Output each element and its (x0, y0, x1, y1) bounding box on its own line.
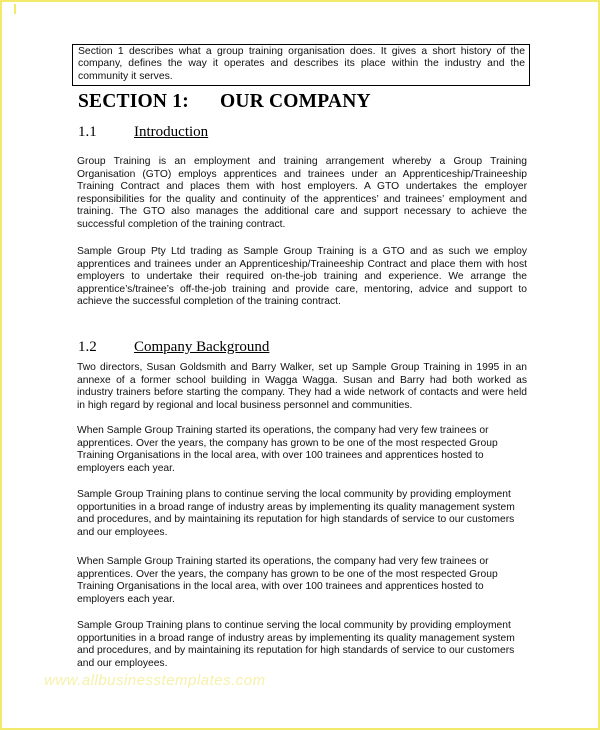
section-name: OUR COMPANY (220, 91, 371, 112)
section-number: SECTION 1: (78, 91, 189, 112)
paragraph: Two directors, Susan Goldsmith and Barry Walker, set up Sample Group Training in 1995 in an annexe of a former school building in Wagga Wagga. Susan and Barry had both worked as industry trainers before starting the company. They had a wide network of contacts and were held in high regard by regional and local business personnel and communities. (77, 362, 527, 411)
paragraph: Sample Group Pty Ltd trading as Sample Group Training is a GTO and as such we employ apprentices and trainees under an Apprenticeship/Traineeship Contract and place them with host employers to undertake their required on-the-job training and experience. We arrange the apprentice’s/trainee’s off-the-job training and provide care, mentoring, advice and support to achieve the successful completion of the training contract. (77, 246, 527, 308)
section-summary-text: Section 1 describes what a group training organisation does. It gives a short history of the company, defines the way it operates and describes its place within the industry and the community it serves. (78, 46, 525, 82)
paragraph: When Sample Group Training started its operations, the company had very few trainees or apprentices. Over the years, the company has grown to be one of the most respected Group Training Organisations in the local area, with over 100 trainees and apprentices hosted to employers each year. (77, 425, 498, 474)
section-summary-box (72, 44, 530, 86)
subsection-title: Company Background (134, 339, 270, 355)
corner-mark (14, 4, 16, 14)
subsection-heading-company-background (78, 339, 269, 356)
watermark-logo: www.allbusinesstemplates.com (44, 672, 266, 689)
paragraph: Sample Group Training plans to continue serving the local community by providing employment opportunities in a broad range of industry areas by implementing its quality management system and procedures, and by maintaining its reputation for high standards of service to our customers and our employees. (77, 620, 515, 669)
subsection-number: 1.1 (78, 124, 97, 140)
paragraph: When Sample Group Training started its operations, the company had very few trainees or apprentices. Over the years, the company has grown to be one of the most respected Group Training Organisations in the local area, with over 100 trainees and apprentices hosted to employers each year. (77, 556, 498, 605)
subsection-number: 1.2 (78, 339, 97, 355)
subsection-heading-introduction (78, 124, 208, 141)
section-title (78, 91, 371, 113)
paragraph: Group Training is an employment and training arrangement whereby a Group Training Organisation (GTO) employs apprentices and trainees under an Apprenticeship/Traineeship Training Contract and places them with host employers. A GTO undertakes the employer responsibilities for the quality and continuity of the apprentices’ and trainees’ employment and training. The GTO also manages the additional care and support necessary to achieve the successful completion of the training contract. (77, 156, 527, 230)
subsection-title: Introduction (134, 124, 209, 140)
paragraph: Sample Group Training plans to continue serving the local community by providing employment opportunities in a broad range of industry areas by implementing its quality management system and procedures, and by maintaining its reputation for high standards of service to our customers and our employees. (77, 489, 515, 538)
